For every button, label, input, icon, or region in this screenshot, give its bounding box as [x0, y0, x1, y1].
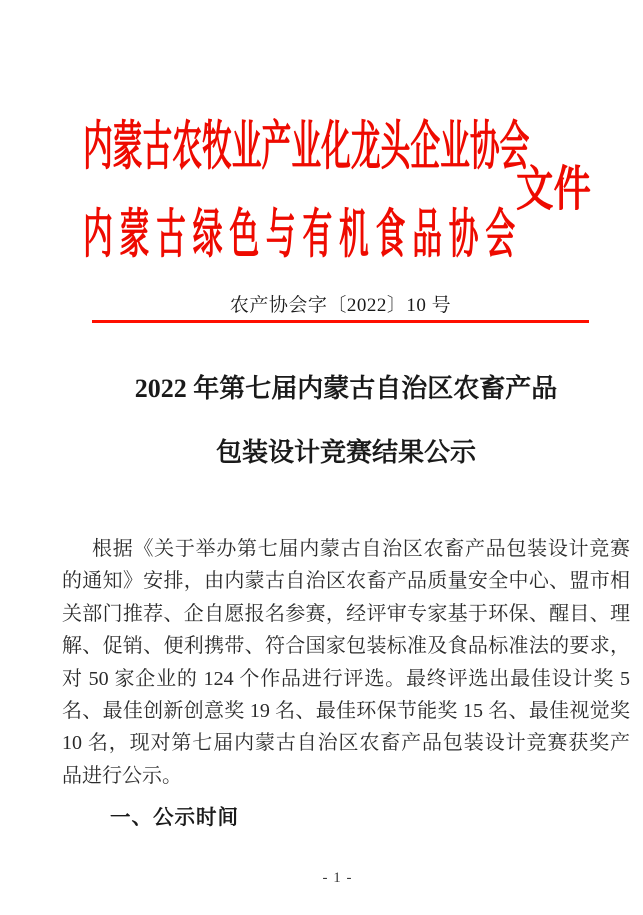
body-line: 10 名，现对第七届内蒙古自治区农畜产品包装设计竞赛获奖产: [62, 732, 630, 755]
body-paragraph: [62, 533, 630, 835]
letterhead-doc-type-label: 文件: [516, 163, 591, 216]
body-line: 名、最佳创新创意奖 19 名、最佳环保节能奖 15 名、最佳视觉奖: [62, 700, 630, 723]
document-reference-number: 农产协会字〔2022〕10 号: [229, 295, 452, 316]
letterhead-org-line-2: 内蒙古绿色与有机食品协会: [83, 205, 522, 264]
body-line: 品进行公示。: [62, 764, 182, 787]
body-line: 解、促销、便利携带、符合国家包装标准及食品标准法的要求，: [62, 635, 630, 658]
page-number: - 1 -: [322, 870, 353, 886]
body-line: 的通知》安排，由内蒙古自治区农畜产品质量安全中心、盟市相: [62, 570, 630, 593]
document-title-line-1: 2022 年第七届内蒙古自治区农畜产品: [134, 374, 558, 403]
body-line: 对 50 家企业的 124 个作品进行评选。最终评选出最佳设计奖 5: [62, 667, 630, 690]
body-line: 关部门推荐、企自愿报名参赛，经评审专家基于环保、醒目、理: [62, 602, 630, 625]
red-divider-rule: [92, 320, 589, 323]
body-line: 根据《关于举办第七届内蒙古自治区农畜产品包装设计竞赛: [92, 538, 630, 560]
section-heading-publicity-period: 一、公示时间: [110, 806, 239, 830]
letterhead-org-line-1: 内蒙古农牧业产业化龙头企业协会: [83, 117, 530, 176]
document-title-line-2: 包装设计竞赛结果公示: [215, 438, 476, 467]
